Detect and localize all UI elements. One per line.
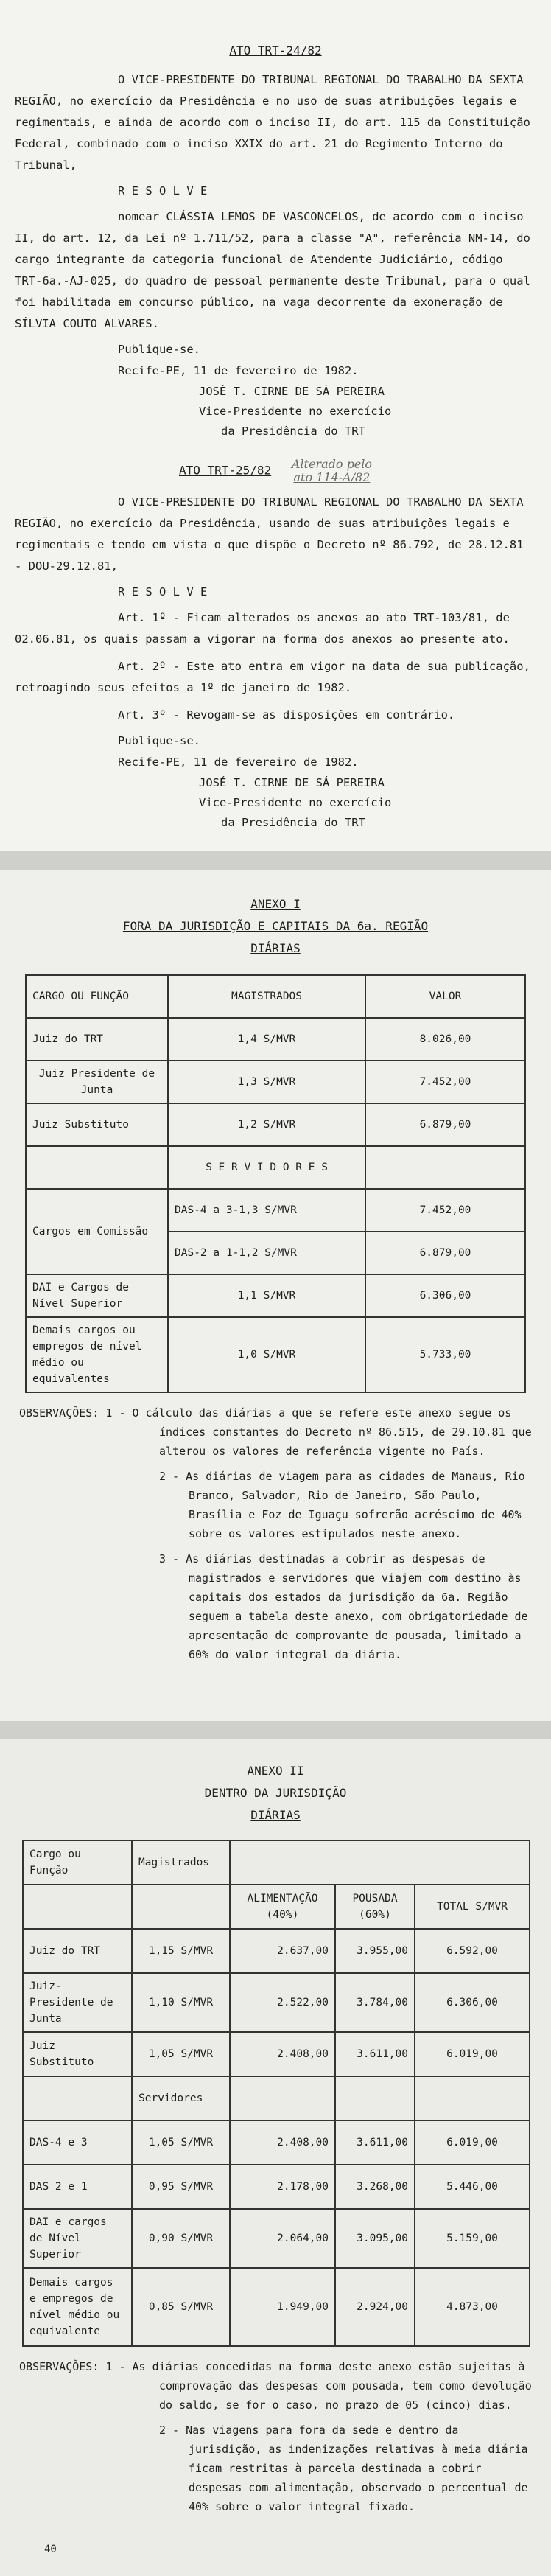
ato-24-publique: Publique-se. xyxy=(118,343,200,356)
table-cell xyxy=(335,2076,415,2121)
table-cell: 7.452,00 xyxy=(365,1189,525,1232)
anexo-i-table xyxy=(25,974,526,1393)
observation-item: 2 - As diárias de viagem para as cidades de Manaus, Rio Branco, Salvador, Rio de Janeiro, São Paulo, Brasília e Foz de Iguaçu sofrerão acréscimo de 40% sobre os valores estipulados neste anexo. xyxy=(159,1470,525,1540)
observations-label: OBSERVAÇÕES: xyxy=(19,1406,99,1420)
table-cell: 2.408,00 xyxy=(230,2032,335,2076)
ato-25-art2: Art. 2º - Este ato entra em vigor na data de sua publicação, retroagindo seus efeitos a 1º de janeiro de 1982. xyxy=(15,660,530,694)
table-header-row xyxy=(23,1885,530,1929)
ato-25-preamble: O VICE-PRESIDENTE DO TRIBUNAL REGIONAL DO TRABALHO DA SEXTA REGIÃO, no exercício da Presidência, usando de suas atribuições legais e regimentais e tendo em vista o que dispõe o Decreto nº 86.792, de 28.12.81 - DOU-29.12.81, xyxy=(15,495,524,573)
table-row xyxy=(23,2165,530,2209)
table-cell: 5.733,00 xyxy=(365,1317,525,1392)
table-cell: Demais cargos ou empregos de nível médio ou equivalentes xyxy=(26,1317,168,1392)
table-row xyxy=(26,1018,525,1061)
signature-name: JOSÉ T. CIRNE DE SÁ PEREIRA xyxy=(199,776,385,789)
table-cell: 6.306,00 xyxy=(365,1274,525,1317)
handwritten-note-line: ato 114-A/82 xyxy=(293,470,371,484)
table-cell: Cargos em Comissão xyxy=(26,1189,168,1274)
observations-label: OBSERVAÇÕES: xyxy=(19,2360,99,2373)
table-cell: Demais cargos e empregos de nível médio ou equivalente xyxy=(23,2268,132,2346)
table-cell xyxy=(23,1885,132,1929)
table-cell: 8.026,00 xyxy=(365,1018,525,1061)
table-cell: 6.592,00 xyxy=(415,1929,530,1973)
table-cell: Juiz-Presidente de Junta xyxy=(23,1973,132,2032)
table-cell: 1.949,00 xyxy=(230,2268,335,2346)
anexo-ii-title: ANEXO II xyxy=(247,1764,304,1778)
table-cell: 2.178,00 xyxy=(230,2165,335,2209)
table-cell xyxy=(230,2076,335,2121)
table-cell: 3.268,00 xyxy=(335,2165,415,2209)
table-header: Cargo ou Função xyxy=(23,1840,132,1885)
anexo-ii-table xyxy=(22,1840,530,2347)
table-cell: 3.095,00 xyxy=(335,2209,415,2268)
signature-role: Vice-Presidente no exercício xyxy=(199,405,392,418)
anexo-i-diarias: DIÁRIAS xyxy=(250,941,301,955)
table-header: VALOR xyxy=(365,975,525,1018)
table-cell xyxy=(415,2076,530,2121)
table-cell: 6.019,00 xyxy=(415,2032,530,2076)
table-cell: 1,4 S/MVR xyxy=(168,1018,365,1061)
document-page-1 xyxy=(0,0,551,851)
observation-text: 1 - As diárias concedidas na forma deste anexo estão sujeitas à comprovação das despesas com pousada, tem como devolução do saldo, se for o caso, no prazo de 05 (cinco) dias. xyxy=(105,2360,532,2412)
table-row xyxy=(23,2268,530,2346)
table-header: TOTAL S/MVR xyxy=(415,1885,530,1929)
table-header-row xyxy=(26,975,525,1018)
page-number: 40 xyxy=(44,2544,57,2555)
document-page-2 xyxy=(0,870,551,1721)
table-cell: 0,90 S/MVR xyxy=(132,2209,230,2268)
page-separator xyxy=(0,851,551,870)
ato-24-signature xyxy=(15,382,536,441)
observation-item xyxy=(19,2357,532,2415)
ato-24-title: ATO TRT-24/82 xyxy=(229,43,322,57)
table-cell: 6.879,00 xyxy=(365,1232,525,1274)
table-cell: 1,05 S/MVR xyxy=(132,2032,230,2076)
ato-25-date: Recife-PE, 11 de fevereiro de 1982. xyxy=(118,755,359,769)
table-cell: 1,1 S/MVR xyxy=(168,1274,365,1317)
table-header: POUSADA (60%) xyxy=(335,1885,415,1929)
ato-24-date: Recife-PE, 11 de fevereiro de 1982. xyxy=(118,364,359,377)
table-cell: Juiz do TRT xyxy=(23,1929,132,1973)
signature-role: Vice-Presidente no exercício xyxy=(199,796,392,809)
table-cell: 2.408,00 xyxy=(230,2121,335,2165)
table-cell: 3.611,00 xyxy=(335,2032,415,2076)
table-cell xyxy=(230,1840,530,1885)
ato-24-body: nomear CLÁSSIA LEMOS DE VASCONCELOS, de acordo com o inciso II, do art. 12, da Lei nº 1.711/52, para a classe "A", referência NM-14, do cargo integrante da categoria funcional de Atendente Judiciário, código TRT-6a.-AJ-025, do quadro de pessoal permanente deste Tribunal, para o qual foi habilitada em concurso público, na vaga decorrente da exoneração de SÍLVIA COUTO ALVARES. xyxy=(15,210,530,330)
table-row xyxy=(23,2209,530,2268)
anexo-i-subtitle: FORA DA JURISDIÇÃO E CAPITAIS DA 6a. REGIÃO xyxy=(122,919,429,933)
signature-role: da Presidência do TRT xyxy=(221,425,365,438)
table-cell: DAI e cargos de Nível Superior xyxy=(23,2209,132,2268)
table-header: MAGISTRADOS xyxy=(168,975,365,1018)
table-cell: 7.452,00 xyxy=(365,1061,525,1103)
table-cell: 2.064,00 xyxy=(230,2209,335,2268)
table-cell: DAI e Cargos de Nível Superior xyxy=(26,1274,168,1317)
signature-name: JOSÉ T. CIRNE DE SÁ PEREIRA xyxy=(199,385,385,398)
table-cell: 1,3 S/MVR xyxy=(168,1061,365,1103)
ato-25-title: ATO TRT-25/82 xyxy=(178,463,272,478)
table-cell xyxy=(132,1885,230,1929)
table-cell: 1,0 S/MVR xyxy=(168,1317,365,1392)
table-cell: 1,2 S/MVR xyxy=(168,1103,365,1146)
ato-25-art3: Art. 3º - Revogam-se as disposições em contrário. xyxy=(118,708,455,722)
table-cell: DAS 2 e 1 xyxy=(23,2165,132,2209)
table-cell: 3.784,00 xyxy=(335,1973,415,2032)
table-cell: 5.446,00 xyxy=(415,2165,530,2209)
table-cell: 6.879,00 xyxy=(365,1103,525,1146)
observation-item: 2 - Nas viagens para fora da sede e dentro da jurisdição, as indenizações relativas à meia diária ficam restritas à parcela destinada a cobrir despesas com alimentação, observado o percentual de 40% sobre o valor integral fixado. xyxy=(159,2423,528,2513)
ato-24-resolve: R E S O L V E xyxy=(118,184,208,198)
table-row xyxy=(23,2121,530,2165)
table-row xyxy=(26,1274,525,1317)
ato-25-heading xyxy=(15,458,536,484)
table-header: CARGO OU FUNÇÃO xyxy=(26,975,168,1018)
anexo-i-observations xyxy=(19,1403,532,1664)
observation-text: 1 - O cálculo das diárias a que se refere este anexo segue os índices constantes do Decreto nº 86.515, de 29.10.81 que alterou os valores de referência vigente no País. xyxy=(105,1406,532,1458)
servidores-label: S E R V I D O R E S xyxy=(168,1146,365,1189)
table-cell: DAS-4 e 3 xyxy=(23,2121,132,2165)
table-cell: 0,85 S/MVR xyxy=(132,2268,230,2346)
table-cell: 2.924,00 xyxy=(335,2268,415,2346)
table-row xyxy=(26,1103,525,1146)
observation-item xyxy=(19,1403,532,1461)
table-cell: Juiz do TRT xyxy=(26,1018,168,1061)
page-separator xyxy=(0,1721,551,1739)
table-cell: 3.611,00 xyxy=(335,2121,415,2165)
table-cell: 6.306,00 xyxy=(415,1973,530,2032)
ato-25-publique: Publique-se. xyxy=(118,734,200,747)
ato-24-preamble: O VICE-PRESIDENTE DO TRIBUNAL REGIONAL DO TRABALHO DA SEXTA REGIÃO, no exercício da Presidência e no uso de suas atribuições legais e regimentais, e ainda de acordo com o inciso II, do art. 115 da Constituição Federal, combinado com o inciso XXIX do art. 21 do Regimento Interno do Tribunal, xyxy=(15,73,530,172)
handwritten-note-line: Alterado pelo xyxy=(291,457,373,471)
table-row xyxy=(23,2032,530,2076)
table-cell: DAS-4 a 3-1,3 S/MVR xyxy=(168,1189,365,1232)
anexo-ii-subtitle: DENTRO DA JURISDIÇÃO xyxy=(204,1786,347,1800)
observation-item: 3 - As diárias destinadas a cobrir as despesas de magistrados e servidores que viajem com destino às capitais dos estados da jurisdição da 6a. Região seguem a tabela deste anexo, com obrigatoriedade de apresentação de comprovante de pousada, limitado a 60% do valor integral da diária. xyxy=(159,1552,528,1661)
table-cell: 1,05 S/MVR xyxy=(132,2121,230,2165)
document-page-3 xyxy=(0,1739,551,2576)
table-row xyxy=(26,1189,525,1232)
ato-25-signature xyxy=(15,773,536,833)
anexo-i-title: ANEXO I xyxy=(250,897,301,911)
anexo-ii-diarias: DIÁRIAS xyxy=(250,1808,301,1822)
table-row xyxy=(26,1061,525,1103)
servidores-label: Servidores xyxy=(132,2076,230,2121)
ato-25-art1: Art. 1º - Ficam alterados os anexos ao ato TRT-103/81, de 02.06.81, os quais passam a vigorar na forma dos anexos ao presente ato. xyxy=(15,611,510,646)
table-cell: 2.637,00 xyxy=(230,1929,335,1973)
signature-role: da Presidência do TRT xyxy=(221,816,365,829)
table-cell: Juiz Substituto xyxy=(23,2032,132,2076)
table-header-row xyxy=(23,1840,530,1885)
table-header: ALIMENTAÇÃO (40%) xyxy=(230,1885,335,1929)
table-cell: DAS-2 a 1-1,2 S/MVR xyxy=(168,1232,365,1274)
handwritten-note xyxy=(292,458,372,484)
table-row xyxy=(23,1929,530,1973)
table-cell: Juiz Substituto xyxy=(26,1103,168,1146)
table-row xyxy=(26,1146,525,1189)
table-cell: 5.159,00 xyxy=(415,2209,530,2268)
table-cell: 6.019,00 xyxy=(415,2121,530,2165)
table-row xyxy=(23,2076,530,2121)
table-cell: Juiz Presidente de Junta xyxy=(26,1061,168,1103)
table-cell xyxy=(23,2076,132,2121)
table-cell: 4.873,00 xyxy=(415,2268,530,2346)
table-cell xyxy=(365,1146,525,1189)
table-row xyxy=(23,1973,530,2032)
ato-25-resolve: R E S O L V E xyxy=(118,585,208,598)
table-cell: 3.955,00 xyxy=(335,1929,415,1973)
table-cell: 0,95 S/MVR xyxy=(132,2165,230,2209)
table-cell: 1,10 S/MVR xyxy=(132,1973,230,2032)
table-header: Magistrados xyxy=(132,1840,230,1885)
anexo-ii-observations xyxy=(19,2357,532,2516)
table-cell: 2.522,00 xyxy=(230,1973,335,2032)
table-cell: 1,15 S/MVR xyxy=(132,1929,230,1973)
table-row xyxy=(26,1317,525,1392)
table-cell xyxy=(26,1146,168,1189)
